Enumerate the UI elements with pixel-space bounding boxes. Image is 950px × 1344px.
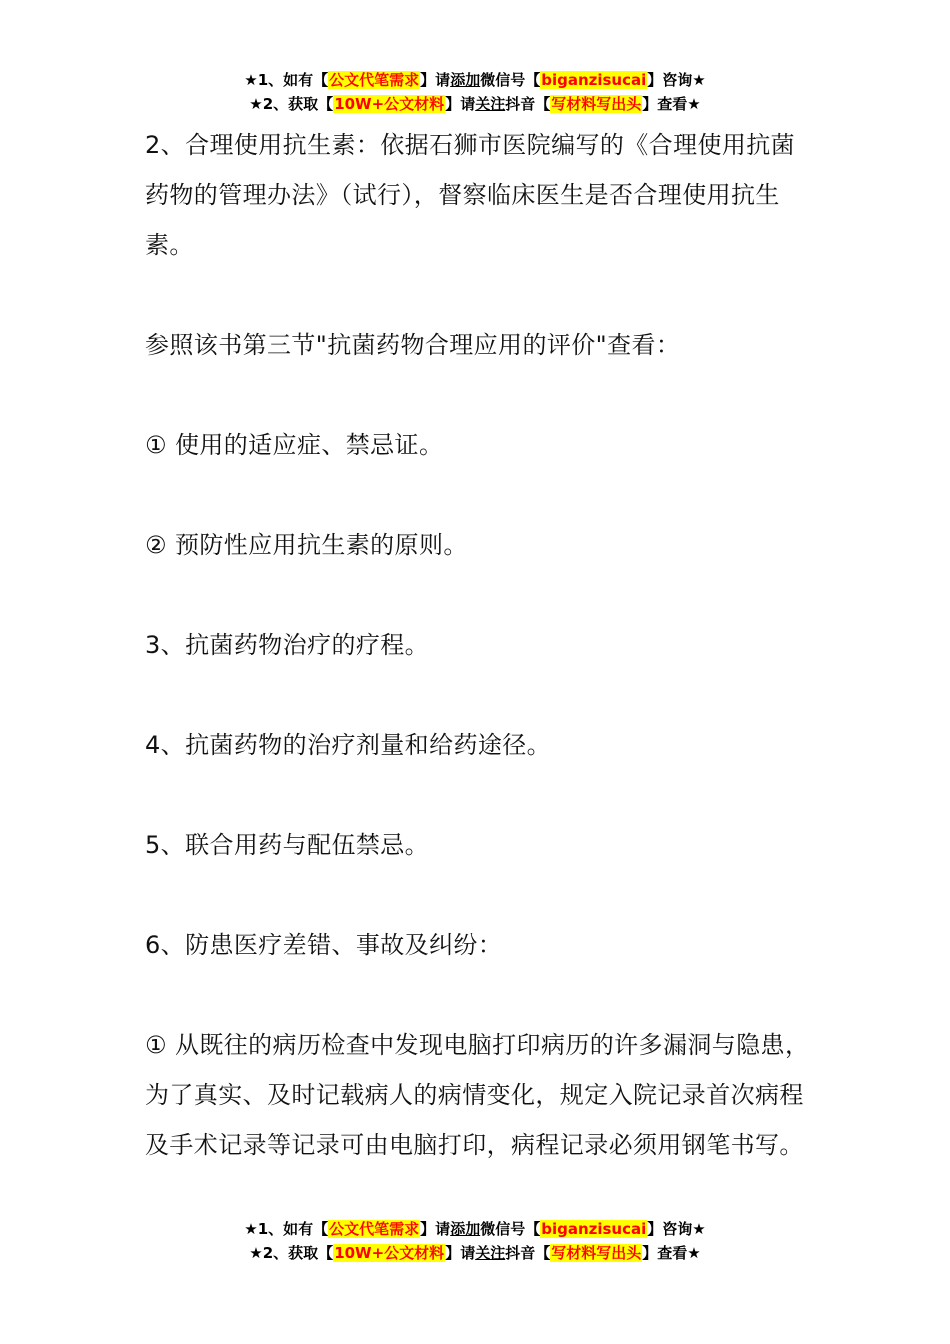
list-item-course: 3、抗菌药物治疗的疗程。 [145, 631, 430, 659]
top-banner [0, 68, 950, 116]
highlight-douyin: 写材料写出头 [551, 1244, 642, 1262]
banner-line-1: ★1、如有【公文代笔需求】请添加微信号【biganzisucai】咨询★ [244, 1220, 706, 1238]
list-item-dosage: 4、抗菌药物的治疗剂量和给药途径。 [145, 731, 552, 759]
highlight-service: 公文代笔需求 [329, 71, 420, 89]
highlight-wechat-id: biganzisucai [541, 1220, 647, 1238]
paragraph-reference: 参照该书第三节"抗菌药物合理应用的评价"查看： [145, 331, 681, 359]
banner-line-2: ★2、获取【10W+公文材料】请关注抖音【写材料写出头】查看★ [249, 1244, 701, 1262]
highlight-materials: 10W+公文材料 [334, 95, 445, 113]
highlight-douyin: 写材料写出头 [551, 95, 642, 113]
paragraph-records: ① 从既往的病历检查中发现电脑打印病历的许多漏洞与隐患，为了真实、及时记载病人的病情变化，规定入院记录首次病程及手术记录等记录可由电脑打印，病程记录必须用钢笔书写。 [145, 1031, 810, 1159]
highlight-service: 公文代笔需求 [329, 1220, 420, 1238]
banner-line-2: ★2、获取【10W+公文材料】请关注抖音【写材料写出头】查看★ [249, 95, 701, 113]
list-item-prophylaxis: ② 预防性应用抗生素的原则。 [145, 531, 468, 559]
paragraph-antibiotics: 2、合理使用抗生素：依据石狮市医院编写的《合理使用抗菌药物的管理办法》（试行），督察临床医生是否合理使用抗生素。 [145, 131, 796, 259]
bottom-banner [0, 1217, 950, 1265]
banner-line-1: ★1、如有【公文代笔需求】请添加微信号【biganzisucai】咨询★ [244, 71, 706, 89]
list-item-prevention: 6、防患医疗差错、事故及纠纷： [145, 931, 503, 959]
highlight-wechat-id: biganzisucai [541, 71, 647, 89]
highlight-materials: 10W+公文材料 [334, 1244, 445, 1262]
document-body [145, 120, 810, 1170]
list-item-combination: 5、联合用药与配伍禁忌。 [145, 831, 430, 859]
list-item-indications: ① 使用的适应症、禁忌证。 [145, 431, 444, 459]
